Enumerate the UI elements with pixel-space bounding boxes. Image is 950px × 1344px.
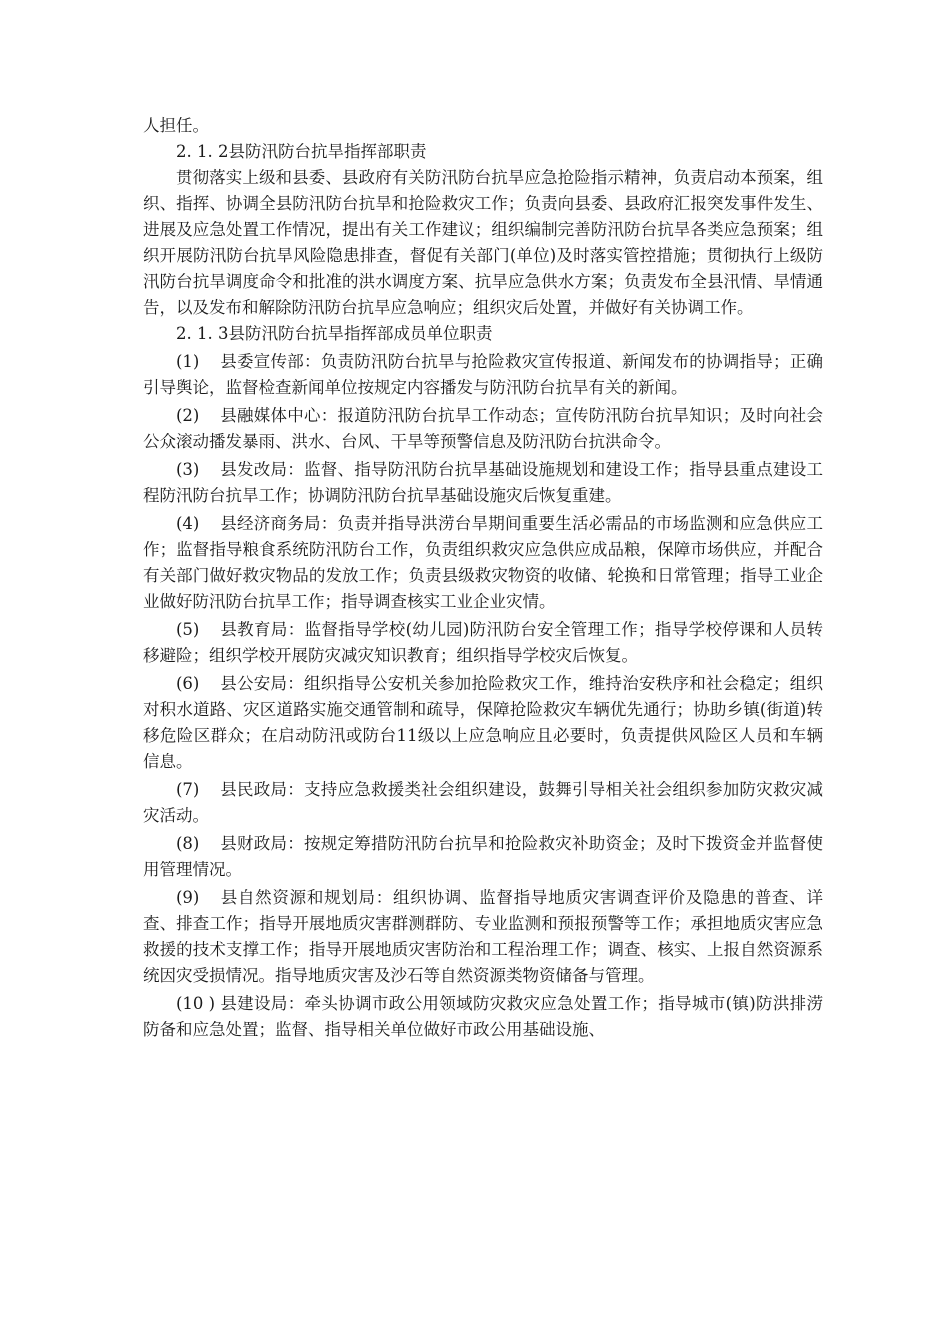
list-item-text: 县融媒体中心：报道防汛防台抗旱工作动态；宣传防汛防台抗旱知识；及时向社会公众滚动播发暴雨、洪水、台风、干旱等预警信息及防汛防台抗洪命令。	[143, 406, 823, 451]
list-item-number: (3)	[176, 460, 200, 479]
list-item-text: 县经济商务局：负责并指导洪涝台旱期间重要生活必需品的市场监测和应急供应工作；监督指导粮食系统防汛防台工作，负责组织救灾应急供应成品粮，保障市场供应，并配合有关部门做好救灾物品的发放工作；负责县级救灾物资的收储、轮换和日常管理；指导工业企业做好防汛防台抗旱工作；指导调查核实工业企业灾情。	[143, 514, 823, 611]
continuation-line: 人担任。	[143, 116, 209, 135]
list-item-number: (9)	[176, 888, 200, 907]
list-item	[143, 991, 823, 1043]
list-item-number: (8)	[176, 834, 200, 853]
list-item-number: (7)	[176, 780, 200, 799]
section-heading-2-1-2: 2. 1. 2县防汛防台抗旱指挥部职责	[176, 142, 427, 161]
list-item-text: 县财政局：按规定筹措防汛防台抗旱和抢险救灾补助资金；及时下拨资金并监督使用管理情况。	[143, 834, 823, 879]
list-item-text: 县民政局：支持应急救援类社会组织建设，鼓舞引导相关社会组织参加防灾救灾减灾活动。	[143, 780, 823, 825]
list-item-text: 县建设局：牵头协调市政公用领域防灾救灾应急处置工作；指导城市(镇)防洪排涝防备和应急处置；监督、指导相关单位做好市政公用基础设施、	[143, 994, 823, 1039]
list-item-text: 县自然资源和规划局：组织协调、监督指导地质灾害调查评价及隐患的普查、详查、排查工作；指导开展地质灾害群测群防、专业监测和预报预警等工作；承担地质灾害应急救援的技术支撑工作；指导开展地质灾害防治和工程治理工作；调查、核实、上报自然资源系统因灾受损情况。指导地质灾害及沙石等自然资源类物资储备与管理。	[143, 888, 823, 985]
section-body-2-1-2: 贯彻落实上级和县委、县政府有关防汛防台抗旱应急抢险指示精神，负责启动本预案，组织、指挥、协调全县防汛防台抗旱和抢险救灾工作；负责向县委、县政府汇报突发事件发生、进展及应急处置工作情况，提出有关工作建议；组织编制完善防汛防台抗旱各类应急预案；组织开展防汛防台抗旱风险隐患排查，督促有关部门(单位)及时落实管控措施；贯彻执行上级防汛防台抗旱调度命令和批准的洪水调度方案、抗旱应急供水方案；负责发布全县汛情、旱情通告，以及发布和解除防汛防台抗旱应急响应；组织灾后处置，并做好有关协调工作。	[143, 168, 823, 317]
list-item	[143, 777, 823, 829]
list-item-number: (1)	[176, 352, 200, 371]
list-item-number: (6)	[176, 674, 200, 693]
list-item	[143, 403, 823, 455]
list-item-text: 县教育局：监督指导学校(幼儿园)防汛防台安全管理工作；指导学校停课和人员转移避险；组织学校开展防灾减灾知识教育；组织指导学校灾后恢复。	[143, 620, 823, 665]
list-item-text: 县发改局：监督、指导防汛防台抗旱基础设施规划和建设工作；指导县重点建设工程防汛防台抗旱工作；协调防汛防台抗旱基础设施灾后恢复重建。	[143, 460, 823, 505]
list-item-number: (5)	[176, 620, 200, 639]
section-heading-2-1-3: 2. 1. 3县防汛防台抗旱指挥部成员单位职责	[176, 324, 493, 343]
document-body	[143, 113, 823, 1043]
list-item	[143, 457, 823, 509]
list-item-number: (10 )	[176, 994, 216, 1013]
list-item-number: (2)	[176, 406, 200, 425]
list-item	[143, 349, 823, 401]
list-item	[143, 831, 823, 883]
list-item-number: (4)	[176, 514, 200, 533]
list-item	[143, 511, 823, 615]
list-item	[143, 617, 823, 669]
list-item-text: 县委宣传部：负责防汛防台抗旱与抢险救灾宣传报道、新闻发布的协调指导；正确引导舆论，监督检查新闻单位按规定内容播发与防汛防台抗旱有关的新闻。	[143, 352, 823, 397]
list-item	[143, 885, 823, 989]
list-item	[143, 671, 823, 775]
list-item-text: 县公安局：组织指导公安机关参加抢险救灾工作，维持治安秩序和社会稳定；组织对积水道路、灾区道路实施交通管制和疏导，保障抢险救灾车辆优先通行；协助乡镇(街道)转移危险区群众；在启动防汛或防台11级以上应急响应且必要时，负责提供风险区人员和车辆信息。	[143, 674, 823, 771]
